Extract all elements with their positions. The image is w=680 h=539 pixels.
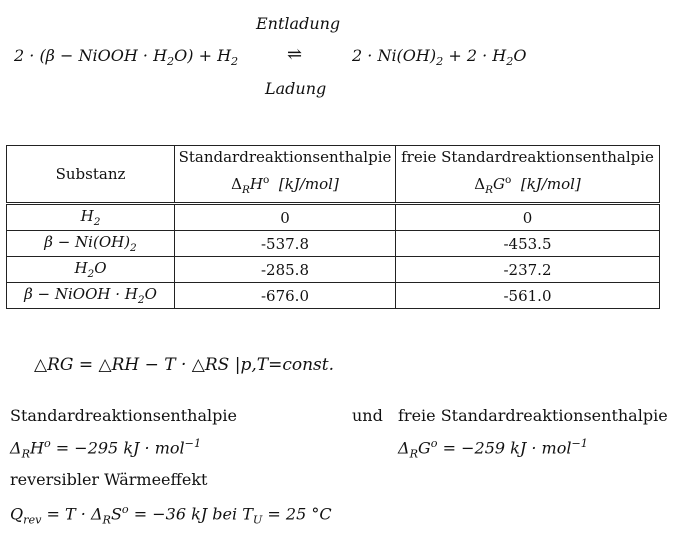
std-enthalpy-label: Standardreaktionsenthalpie xyxy=(10,406,237,425)
enthalpy-cell: -676.0 xyxy=(175,283,396,309)
free-enthalpy-cell: 0 xyxy=(396,204,660,231)
enthalpy-cell: -537.8 xyxy=(175,231,396,257)
reaction-left-side: 2 · (β − NiOOH · $H_2O) + H_2$ xyxy=(14,46,239,69)
reaction-right-side: $2 \cdot Ni(OH)_2 + 2 \cdot H_2O$ xyxy=(352,46,527,69)
enthalpy-cell: -285.8 xyxy=(175,257,396,283)
thermo-table xyxy=(6,145,660,309)
and-label: und xyxy=(352,406,383,425)
gibbs-equation: △RG = △RH − T · △RS |p,T=const. xyxy=(34,355,334,375)
header-free-enthalpy-title: freie Standardreaktionsenthalpie xyxy=(401,148,654,166)
header-enthalpy-symbol: $\Delta_RH^o$ [kJ/mol] xyxy=(231,174,339,196)
header-free-enthalpy xyxy=(396,146,660,204)
header-enthalpy xyxy=(175,146,396,204)
substance-cell: $H_2$ xyxy=(7,204,175,231)
header-free-enthalpy-symbol: $\Delta_RG^o$ [kJ/mol] xyxy=(474,174,581,196)
substance-cell: β − NiOOH · $H_2O$ xyxy=(7,283,175,309)
free-enthalpy-cell: -453.5 xyxy=(396,231,660,257)
free-enthalpy-cell: -237.2 xyxy=(396,257,660,283)
reversible-heat-label: reversibler Wärmeeffekt xyxy=(10,470,208,489)
free-enthalpy-cell: -561.0 xyxy=(396,283,660,309)
reaction-bottom-label: Ladung xyxy=(265,79,327,98)
table-row xyxy=(7,204,660,231)
header-substance: Substanz xyxy=(7,146,175,204)
substance-cell: $\beta - Ni(OH)_2$ xyxy=(7,231,175,257)
qrev-equation: $Q_{rev} = T \cdot \Delta_RS^o = -36$ kJ bei $T_U = 25$ °C xyxy=(10,503,332,527)
enthalpy-cell: 0 xyxy=(175,204,396,231)
table-header-row xyxy=(7,146,660,204)
substance-cell: $H_2O$ xyxy=(7,257,175,283)
table-row xyxy=(7,257,660,283)
delta-h-value: $\Delta_RH^o = -295$ kJ · mol$^{-1}$ xyxy=(10,437,202,461)
header-enthalpy-title: Standardreaktionsenthalpie xyxy=(178,148,392,166)
free-enthalpy-label: freie Standardreaktionsenthalpie xyxy=(398,406,668,425)
table-row xyxy=(7,283,660,309)
equilibrium-arrow: ⇌ xyxy=(287,44,303,65)
reaction-top-label: Entladung xyxy=(256,14,341,33)
delta-g-value: $\Delta_RG^o = -259$ kJ · mol$^{-1}$ xyxy=(398,437,588,461)
table-row xyxy=(7,231,660,257)
